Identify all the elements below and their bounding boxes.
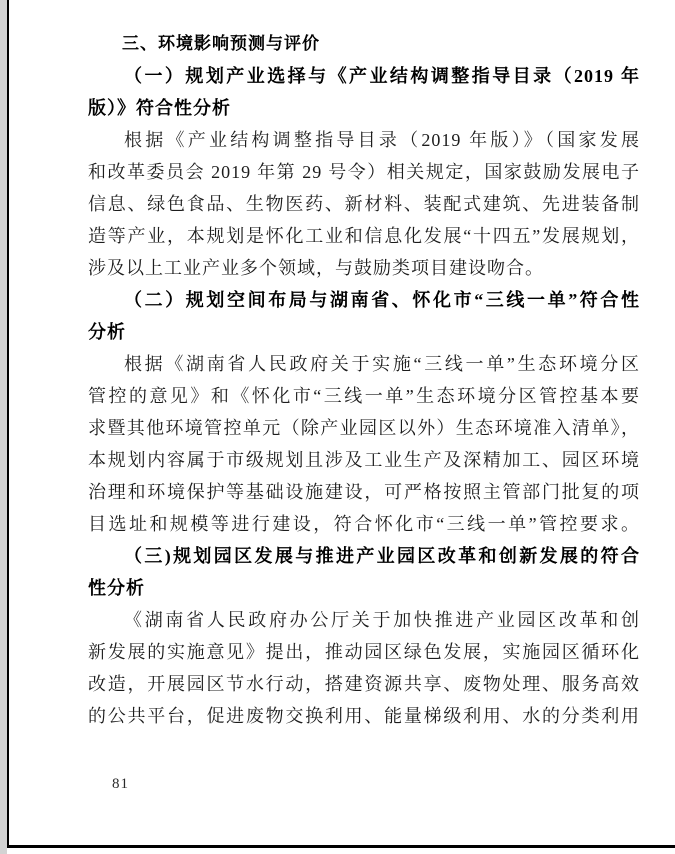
paragraph-line: 的公共平台，促进废物交换利用、能量梯级利用、水的分类利用 [88,706,640,726]
paragraph-line: 根据《产业结构调整指导目录（2019 年版）》（国家发展 [124,130,640,150]
paragraph-line: 改造，开展园区节水行动，搭建资源共享、废物处理、服务高效 [88,674,640,694]
paragraph-line: 目选址和规模等进行建设，符合怀化市“三线一单”管控要求。 [88,514,640,534]
paragraph-line: 管控的意见》和《怀化市“三线一单”生态环境分区管控基本要 [88,386,640,406]
paragraph-line: 造等产业，本规划是怀化工业和信息化发展“十四五”发展规划， [88,226,640,246]
paragraph-line: 求暨其他环境管控单元（除产业园区以外）生态环境准入清单》， [88,418,640,438]
page-edge-line-left [7,0,9,847]
heading-level2: （一）规划产业选择与《产业结构调整指导目录（2019 年 [124,66,640,86]
heading-level2: 分析 [88,322,126,342]
paragraph-line: 《湖南省人民政府办公厅关于加快推进产业园区改革和创 [124,610,640,630]
heading-level2: 性分析 [88,578,145,598]
heading-level2: 版）》符合性分析 [88,98,231,118]
scan-edge-strip [0,0,7,854]
paragraph-line: 本规划内容属于市级规划且涉及工业生产及深精加工、园区环境 [88,450,640,470]
paragraph-line: 根据《湖南省人民政府关于实施“三线一单”生态环境分区 [124,354,640,374]
paragraph-line: 新发展的实施意见》提出，推动园区绿色发展，实施园区循环化 [88,642,640,662]
paragraph-line: 信息、绿色食品、生物医药、新材料、装配式建筑、先进装备制 [88,194,640,214]
text-block [88,28,640,732]
paragraph-line: 涉及以上工业产业多个领域，与鼓励类项目建设吻合。 [88,258,544,278]
heading-level2: （二）规划空间布局与湖南省、怀化市“三线一单”符合性 [124,290,640,310]
page-number: 81 [112,776,129,792]
paragraph-line: 和改革委员会 2019 年第 29 号令）相关规定，国家鼓励发展电子 [88,162,640,182]
heading-level2: （三)规划园区发展与推进产业园区改革和创新发展的符合 [124,546,640,566]
heading-level1: 三、环境影响预测与评价 [122,34,320,53]
paragraph-line: 治理和环境保护等基础设施建设，可严格按照主管部门批复的项 [88,482,640,502]
page-edge-line-bottom [7,845,675,848]
